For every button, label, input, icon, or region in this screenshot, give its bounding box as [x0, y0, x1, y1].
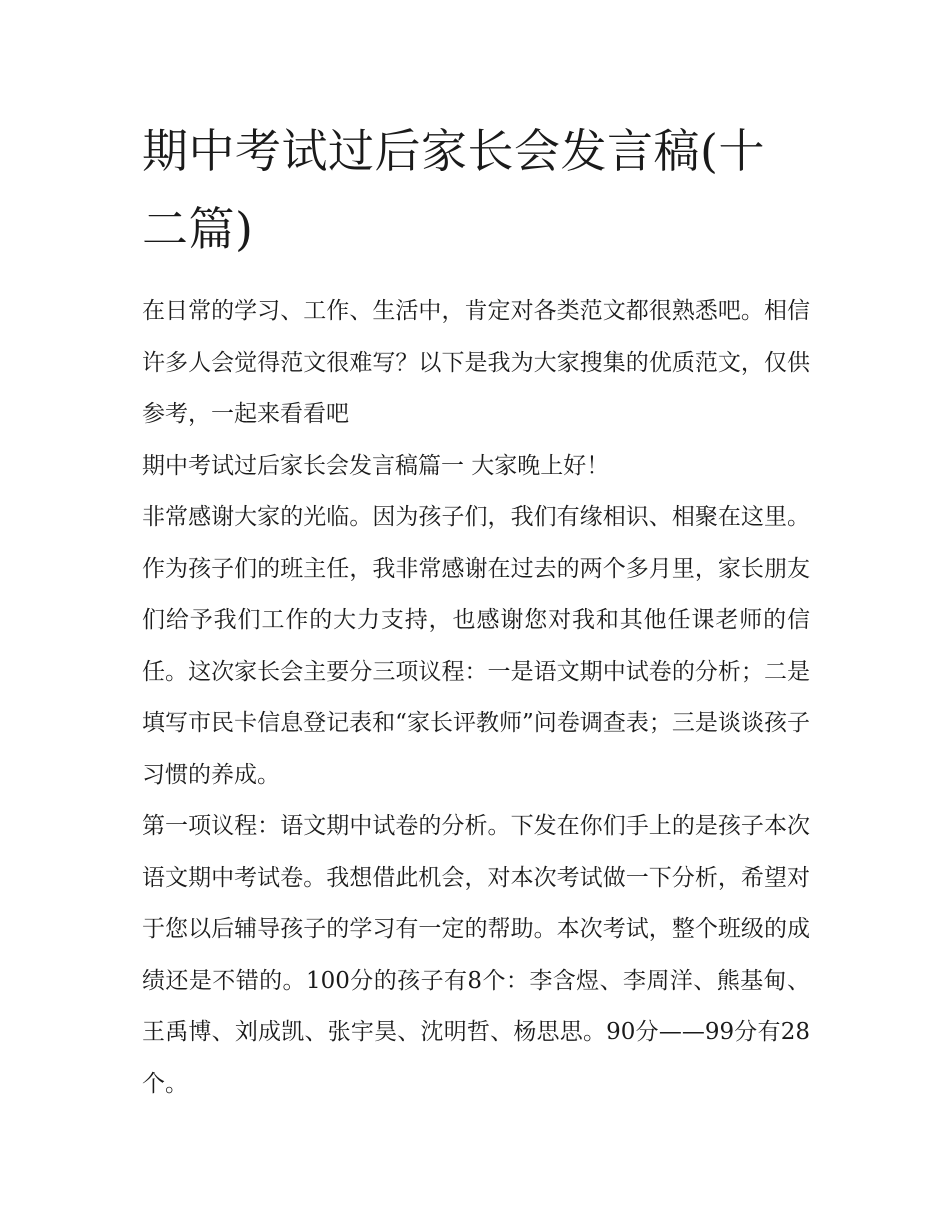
exam-analysis-paragraph: 第一项议程：语文期中试卷的分析。下发在你们手上的是孩子本次语文期中考试卷。我想借此机会，对本次考试做一下分析，希望对于您以后辅导孩子的学习有一定的帮助。本次考试，整个班级的成绩还是不错的。100分的孩子有8个：李含煜、李周洋、熊基甸、王禹博、刘成凯、张宇昊、沈明哲、杨思思。90分——99分有28个。: [142, 813, 810, 1097]
section-heading-paragraph: 期中考试过后家长会发言稿篇一 大家晚上好！: [142, 452, 610, 479]
document-body: [142, 112, 810, 1110]
intro-paragraph: 在日常的学习、工作、生活中，肯定对各类范文都很熟悉吧。相信许多人会觉得范文很难写？以下是我为大家搜集的优质范文，仅供参考，一起来看看吧: [142, 298, 810, 427]
welcome-paragraph: 非常感谢大家的光临。因为孩子们，我们有缘相识、相聚在这里。作为孩子们的班主任，我非常感谢在过去的两个多月里，家长朋友们给予我们工作的大力支持，也感谢您对我和其他任课老师的信任。这次家长会主要分三项议程：一是语文期中试卷的分析；二是填写市民卡信息登记表和“家长评教师”问卷调查表；三是谈谈孩子习惯的养成。: [142, 504, 810, 788]
document-title: 期中考试过后家长会发言稿(十二篇): [142, 124, 765, 256]
